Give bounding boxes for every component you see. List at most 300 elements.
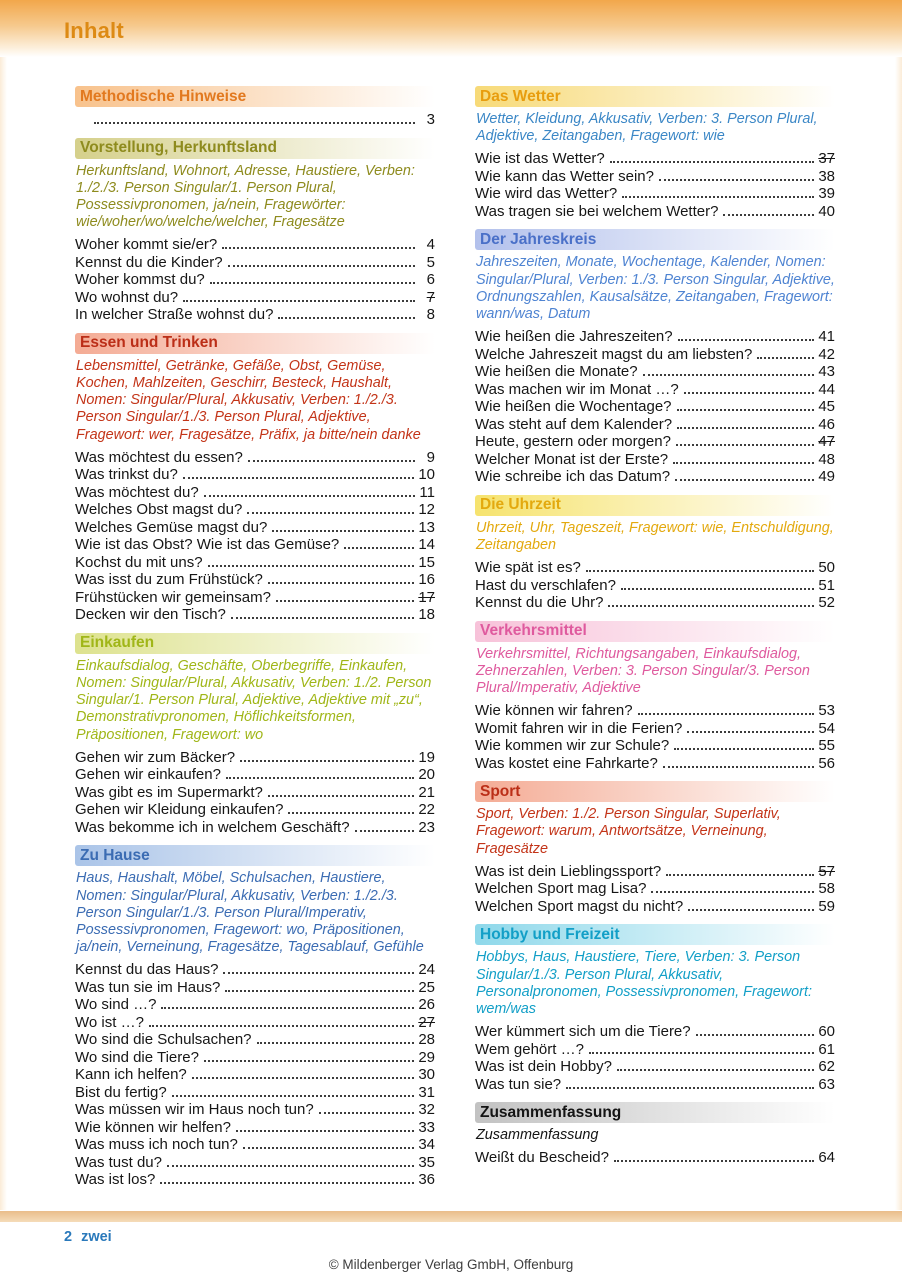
entry-page-number: 58 bbox=[818, 880, 835, 898]
entry-page-number: 38 bbox=[818, 167, 835, 185]
toc-section bbox=[475, 924, 835, 1093]
entry-label: Wie wird das Wetter? bbox=[475, 185, 618, 203]
section-subtitle: Hobbys, Haus, Haustiere, Tiere, Verben: 3. Person Singular/1./3. Person Plural, Akkusativ, Personalpronomen, Possessivpronomen, Fragewort: wem/was bbox=[476, 949, 812, 1017]
entry-label: Frühstücken wir gemeinsam? bbox=[75, 588, 271, 606]
entry-label: Gehen wir einkaufen? bbox=[75, 766, 221, 784]
entry-label: Was möchtest du essen? bbox=[75, 448, 243, 466]
toc-entry bbox=[75, 289, 435, 307]
entry-page-number: 50 bbox=[818, 559, 835, 577]
toc-section bbox=[475, 86, 835, 220]
entry-page-number: 33 bbox=[418, 1118, 435, 1136]
toc-entry bbox=[475, 398, 835, 416]
section-subtitle: Verkehrsmittel, Richtungsangaben, Einkaufsdialog, Zehnerzahlen, Verben: 3. Person Singular/3. Person Plural/Imperativ, Adjektive bbox=[476, 645, 810, 697]
entry-page-number: 6 bbox=[426, 271, 435, 289]
dot-leader bbox=[643, 374, 815, 376]
toc-entry bbox=[475, 559, 835, 577]
dot-leader bbox=[610, 161, 815, 163]
dot-leader bbox=[248, 460, 415, 462]
left-edge-decoration bbox=[0, 57, 7, 1210]
dot-leader bbox=[192, 1077, 415, 1079]
entry-label: Kann ich helfen? bbox=[75, 1066, 187, 1084]
section-title: Sport bbox=[480, 782, 521, 800]
entry-label: Heute, gestern oder morgen? bbox=[475, 433, 671, 451]
entry-label: Hast du verschlafen? bbox=[475, 576, 616, 594]
toc-entry bbox=[75, 766, 435, 784]
entry-page-number: 44 bbox=[818, 380, 835, 398]
toc-entry bbox=[75, 801, 435, 819]
toc-entry bbox=[475, 1076, 835, 1094]
entry-label: Wie spät ist es? bbox=[475, 559, 581, 577]
entry-page-number: 30 bbox=[418, 1066, 435, 1084]
toc-entry bbox=[75, 466, 435, 484]
dot-leader bbox=[319, 1112, 415, 1114]
dot-leader bbox=[757, 357, 814, 359]
entry-page-number: 53 bbox=[818, 702, 835, 720]
entry-label: Welchen Sport magst du nicht? bbox=[475, 897, 684, 915]
section-header-bar bbox=[75, 845, 435, 866]
toc-entry bbox=[475, 433, 835, 451]
entry-page-number: 49 bbox=[818, 468, 835, 486]
section-subtitle: Wetter, Kleidung, Akkusativ, Verben: 3. Person Plural, Adjektive, Zeitangaben, Fragewort: wie bbox=[476, 111, 818, 145]
section-header-bar bbox=[475, 229, 835, 250]
dot-leader bbox=[677, 427, 814, 429]
entry-label: Wo ist …? bbox=[75, 1013, 144, 1031]
entry-label: Decken wir den Tisch? bbox=[75, 606, 226, 624]
entry-page-number: 37 bbox=[818, 150, 835, 168]
dot-leader bbox=[621, 588, 814, 590]
entry-page-number: 51 bbox=[818, 576, 835, 594]
dot-leader bbox=[688, 909, 814, 911]
section-header-bar bbox=[75, 86, 435, 107]
entry-label: Was tust du? bbox=[75, 1153, 162, 1171]
entry-label: Wo wohnst du? bbox=[75, 288, 179, 306]
dot-leader bbox=[247, 512, 414, 514]
dot-leader bbox=[204, 495, 415, 497]
entry-page-number: 7 bbox=[426, 288, 435, 306]
entry-page-number: 47 bbox=[818, 433, 835, 451]
toc-entry bbox=[75, 784, 435, 802]
dot-leader bbox=[622, 196, 814, 198]
entry-page-number: 36 bbox=[418, 1171, 435, 1189]
entry-label: Wie schreibe ich das Datum? bbox=[475, 468, 671, 486]
section-subtitle: Zusammenfassung bbox=[476, 1127, 599, 1144]
entry-label: Wie heißen die Jahreszeiten? bbox=[475, 328, 673, 346]
dot-leader bbox=[673, 462, 814, 464]
entry-label: Wer kümmert sich um die Tiere? bbox=[475, 1023, 691, 1041]
section-title: Zu Hause bbox=[80, 846, 150, 864]
dot-leader bbox=[257, 1042, 415, 1044]
toc-entry bbox=[75, 1066, 435, 1084]
toc-column-right bbox=[475, 86, 835, 1198]
entry-label: Was isst du zum Frühstück? bbox=[75, 571, 263, 589]
entry-page-number: 9 bbox=[426, 448, 435, 466]
toc-section bbox=[75, 86, 435, 129]
toc-entry bbox=[475, 720, 835, 738]
entry-label: Bist du fertig? bbox=[75, 1083, 167, 1101]
dot-leader bbox=[208, 565, 415, 567]
entry-label: Welchen Sport mag Lisa? bbox=[475, 880, 647, 898]
toc-section bbox=[75, 138, 435, 324]
toc-section bbox=[75, 845, 435, 1189]
toc-entry bbox=[475, 1023, 835, 1041]
entry-page-number: 64 bbox=[818, 1149, 835, 1167]
dot-leader bbox=[684, 392, 815, 394]
entry-label: Was möchtest du? bbox=[75, 483, 199, 501]
entry-page-number: 62 bbox=[818, 1058, 835, 1076]
entry-page-number: 52 bbox=[818, 594, 835, 612]
entry-page-number: 61 bbox=[818, 1040, 835, 1058]
toc-entry bbox=[75, 1136, 435, 1154]
entry-label: Welche Jahreszeit magst du am liebsten? bbox=[475, 345, 753, 363]
entry-page-number: 57 bbox=[818, 862, 835, 880]
entry-label: Gehen wir Kleidung einkaufen? bbox=[75, 801, 284, 819]
toc-entry bbox=[75, 484, 435, 502]
entry-page-number: 15 bbox=[418, 553, 435, 571]
page-number bbox=[64, 1229, 112, 1245]
copyright-line: © Mildenberger Verlag GmbH, Offenburg bbox=[328, 1257, 574, 1272]
toc-entry bbox=[75, 1049, 435, 1067]
page-number-word: zwei bbox=[81, 1229, 112, 1245]
toc-entry bbox=[75, 606, 435, 624]
entry-label: Kennst du die Kinder? bbox=[75, 253, 223, 271]
entry-label: Was tragen sie bei welchem Wetter? bbox=[475, 202, 719, 220]
dot-leader bbox=[663, 766, 814, 768]
toc-entry bbox=[475, 328, 835, 346]
right-edge-decoration bbox=[895, 57, 902, 1210]
dot-leader bbox=[608, 605, 814, 607]
section-title: Einkaufen bbox=[80, 634, 155, 652]
toc-entry bbox=[475, 1041, 835, 1059]
entry-page-number: 20 bbox=[418, 766, 435, 784]
entry-page-number: 45 bbox=[818, 398, 835, 416]
dot-leader bbox=[183, 300, 415, 302]
section-title: Hobby und Freizeit bbox=[480, 925, 620, 943]
dot-leader bbox=[172, 1095, 415, 1097]
section-header-bar bbox=[75, 333, 435, 354]
toc-entry bbox=[75, 1171, 435, 1189]
toc-section bbox=[75, 633, 435, 837]
entry-page-number: 39 bbox=[818, 185, 835, 203]
dot-leader bbox=[223, 972, 414, 974]
entry-label: Welches Obst magst du? bbox=[75, 501, 243, 519]
entry-label: Gehen wir zum Bäcker? bbox=[75, 748, 236, 766]
toc-entry bbox=[75, 254, 435, 272]
entry-page-number: 43 bbox=[818, 363, 835, 381]
toc-entry bbox=[475, 577, 835, 595]
section-title: Vorstellung, Herkunftsland bbox=[80, 139, 277, 156]
entry-page-number: 28 bbox=[418, 1031, 435, 1049]
entry-label: Wo sind die Tiere? bbox=[75, 1048, 199, 1066]
entry-label: Was tun sie? bbox=[475, 1075, 562, 1093]
toc-section bbox=[475, 1102, 835, 1167]
section-title: Der Jahreskreis bbox=[480, 230, 597, 248]
entry-page-number: 10 bbox=[418, 466, 435, 484]
entry-page-number: 25 bbox=[418, 978, 435, 996]
dot-leader bbox=[617, 1069, 814, 1071]
toc-entry bbox=[475, 755, 835, 773]
dot-leader bbox=[566, 1087, 814, 1089]
entry-page-number: 17 bbox=[418, 588, 435, 606]
toc-entry bbox=[75, 1101, 435, 1119]
entry-label: Woher kommt sie/er? bbox=[75, 236, 218, 254]
toc-entry bbox=[75, 589, 435, 607]
toc-entry bbox=[75, 996, 435, 1014]
section-subtitle: Einkaufsdialog, Geschäfte, Oberbegriffe, Einkaufen, Nomen: Singular/Plural, Akkusativ, Verben: 1./2. Person Singular/1. Person Plural, Adjektive, Adjektive mit „zu“, Demonstrativpronomen, Höflichkeitsformen, Präpositionen, Fragewort: wo bbox=[76, 657, 432, 743]
toc-entry bbox=[475, 1058, 835, 1076]
entry-label: Was gibt es im Supermarkt? bbox=[75, 783, 263, 801]
dot-leader bbox=[651, 891, 814, 893]
entry-label: Wie heißen die Monate? bbox=[475, 363, 638, 381]
section-title: Die Uhrzeit bbox=[480, 496, 561, 514]
toc-entry bbox=[75, 571, 435, 589]
dot-leader bbox=[278, 317, 415, 319]
entry-page-number: 4 bbox=[426, 236, 435, 254]
entry-label: Weißt du Bescheid? bbox=[475, 1149, 609, 1167]
entry-page-number: 31 bbox=[418, 1083, 435, 1101]
section-title: Zusammenfassung bbox=[480, 1103, 622, 1121]
dot-leader bbox=[614, 1160, 814, 1162]
toc-entry bbox=[75, 501, 435, 519]
toc-entry bbox=[75, 271, 435, 289]
dot-leader bbox=[678, 339, 815, 341]
toc-column-left bbox=[75, 86, 435, 1198]
toc-entry bbox=[75, 819, 435, 837]
dot-leader bbox=[228, 265, 415, 267]
section-header-bar bbox=[475, 1102, 835, 1123]
entry-page-number: 40 bbox=[818, 202, 835, 220]
toc-entry bbox=[75, 1014, 435, 1032]
dot-leader bbox=[638, 713, 815, 715]
dot-leader bbox=[659, 179, 814, 181]
entry-page-number: 55 bbox=[818, 737, 835, 755]
toc-entry bbox=[75, 554, 435, 572]
dot-leader bbox=[586, 570, 814, 572]
entry-page-number: 11 bbox=[419, 483, 435, 501]
toc-entry bbox=[475, 150, 835, 168]
entry-label: Was machen wir im Monat …? bbox=[475, 380, 679, 398]
entry-label: Kennst du die Uhr? bbox=[475, 594, 604, 612]
entry-page-number: 60 bbox=[818, 1023, 835, 1041]
entry-label: Wie können wir helfen? bbox=[75, 1118, 231, 1136]
dot-leader bbox=[94, 122, 415, 124]
section-subtitle: Sport, Verben: 1./2. Person Singular, Superlativ, Fragewort: warum, Antwortsätze, Verneinung, Fragesätze bbox=[476, 806, 781, 857]
entry-page-number: 12 bbox=[418, 501, 435, 519]
entry-page-number: 5 bbox=[426, 253, 435, 271]
dot-leader bbox=[183, 477, 415, 479]
dot-leader bbox=[268, 795, 414, 797]
entry-page-number: 8 bbox=[426, 306, 435, 324]
dot-leader bbox=[723, 214, 814, 216]
toc-entry bbox=[475, 594, 835, 612]
page-number-digit: 2 bbox=[64, 1229, 73, 1245]
entry-page-number: 14 bbox=[418, 536, 435, 554]
toc-entry bbox=[75, 111, 435, 129]
toc-entry bbox=[475, 702, 835, 720]
entry-label: Was müssen wir im Haus noch tun? bbox=[75, 1101, 314, 1119]
entry-label: Welches Gemüse magst du? bbox=[75, 518, 268, 536]
entry-label: Wie ist das Wetter? bbox=[475, 150, 605, 168]
dot-leader bbox=[589, 1052, 814, 1054]
section-subtitle: Lebensmittel, Getränke, Gefäße, Obst, Gemüse, Kochen, Mahlzeiten, Geschirr, Besteck, Haushalt, Nomen: Singular/Plural, Akkusativ, Verben: 1./2./3. Person Singular/1./3. Person Plural, Adjektive, Fragewort: wer, Fragesätze, Präfix, ja bitte/nein danke bbox=[76, 357, 421, 443]
toc-entry bbox=[475, 203, 835, 221]
section-header-bar bbox=[475, 495, 835, 516]
dot-leader bbox=[272, 530, 414, 532]
dot-leader bbox=[696, 1034, 815, 1036]
entry-label: Was tun sie im Haus? bbox=[75, 978, 221, 996]
section-subtitle: Haus, Haushalt, Möbel, Schulsachen, Haustiere, Nomen: Singular/Plural, Akkusativ, Verben: 1./2./3. Person Singular/1./3. Person Plural/Imperativ, Possessivpronomen, Fragewort: wo, Präpositionen, ja/nein, Verneinung, Fragesätze, Tagesablauf, Gefühle bbox=[76, 870, 424, 956]
toc-entry bbox=[475, 185, 835, 203]
dot-leader bbox=[243, 1147, 414, 1149]
entry-label: Was bekomme ich in welchem Geschäft? bbox=[75, 818, 350, 836]
dot-leader bbox=[276, 600, 414, 602]
top-banner bbox=[0, 0, 902, 57]
toc-entry bbox=[475, 880, 835, 898]
dot-leader bbox=[222, 247, 415, 249]
entry-page-number: 3 bbox=[426, 111, 435, 128]
toc-entry bbox=[75, 1084, 435, 1102]
dot-leader bbox=[288, 812, 414, 814]
dot-leader bbox=[161, 1007, 414, 1009]
toc-section bbox=[475, 495, 835, 612]
entry-page-number: 35 bbox=[418, 1153, 435, 1171]
entry-page-number: 27 bbox=[418, 1013, 435, 1031]
entry-label: Kochst du mit uns? bbox=[75, 553, 203, 571]
section-subtitle: Jahreszeiten, Monate, Wochentage, Kalender, Nomen: Singular/Plural, Verben: 1./3. Person Singular, Adjektive, Ordnungszahlen, Kausalsätze, Zeitangaben, Fragewort: wann/was, Datum bbox=[476, 254, 835, 323]
toc-entry bbox=[75, 1154, 435, 1172]
dot-leader bbox=[268, 582, 414, 584]
entry-label: In welcher Straße wohnst du? bbox=[75, 306, 274, 324]
section-title: Essen und Trinken bbox=[80, 334, 218, 352]
section-title: Verkehrsmittel bbox=[480, 622, 587, 640]
section-subtitle: Uhrzeit, Uhr, Tageszeit, Fragewort: wie, Entschuldigung, Zeitangaben bbox=[476, 519, 834, 553]
entry-page-number: 42 bbox=[818, 345, 835, 363]
entry-page-number: 21 bbox=[418, 783, 435, 801]
entry-label: Wie ist das Obst? Wie ist das Gemüse? bbox=[75, 536, 340, 554]
entry-label: Was ist dein Lieblingssport? bbox=[475, 862, 662, 880]
dot-leader bbox=[666, 874, 814, 876]
dot-leader bbox=[687, 731, 814, 733]
toc-section bbox=[75, 333, 435, 624]
dot-leader bbox=[149, 1025, 414, 1027]
section-header-bar bbox=[475, 86, 835, 107]
toc-entry bbox=[475, 451, 835, 469]
entry-label: Was ist dein Hobby? bbox=[475, 1058, 613, 1076]
dot-leader bbox=[204, 1060, 414, 1062]
entry-page-number: 29 bbox=[418, 1048, 435, 1066]
dot-leader bbox=[160, 1182, 414, 1184]
entry-page-number: 26 bbox=[418, 996, 435, 1014]
entry-page-number: 24 bbox=[418, 961, 435, 979]
toc-entry bbox=[75, 536, 435, 554]
toc-columns bbox=[75, 86, 835, 1198]
entry-label: Was muss ich noch tun? bbox=[75, 1136, 238, 1154]
toc-entry bbox=[475, 737, 835, 755]
entry-page-number: 18 bbox=[418, 606, 435, 624]
dot-leader bbox=[231, 617, 414, 619]
entry-label: Wie kann das Wetter sein? bbox=[475, 167, 654, 185]
toc-entry bbox=[475, 898, 835, 916]
entry-label: Wie können wir fahren? bbox=[475, 702, 633, 720]
entry-page-number: 23 bbox=[418, 818, 435, 836]
toc-entry bbox=[475, 168, 835, 186]
dot-leader bbox=[674, 748, 814, 750]
entry-page-number: 19 bbox=[418, 748, 435, 766]
entry-page-number: 56 bbox=[818, 754, 835, 772]
toc-entry bbox=[75, 961, 435, 979]
dot-leader bbox=[236, 1130, 414, 1132]
entry-page-number: 59 bbox=[818, 897, 835, 915]
entry-label: Was kostet eine Fahrkarte? bbox=[475, 754, 658, 772]
toc-entry bbox=[475, 346, 835, 364]
section-title: Methodische Hinweise bbox=[80, 87, 247, 105]
bottom-banner bbox=[0, 1211, 902, 1222]
dot-leader bbox=[676, 444, 814, 446]
entry-page-number: 48 bbox=[818, 450, 835, 468]
entry-page-number: 54 bbox=[818, 719, 835, 737]
section-header-bar bbox=[475, 781, 835, 802]
toc-entry bbox=[75, 1031, 435, 1049]
toc-entry bbox=[475, 1149, 835, 1167]
entry-label: Was trinkst du? bbox=[75, 466, 178, 484]
entry-label: Wo sind die Schulsachen? bbox=[75, 1031, 252, 1049]
entry-page-number: 32 bbox=[418, 1101, 435, 1119]
entry-label: Wo sind …? bbox=[75, 996, 157, 1014]
section-header-bar bbox=[475, 924, 835, 945]
entry-label: Womit fahren wir in die Ferien? bbox=[475, 719, 683, 737]
toc-entry bbox=[475, 863, 835, 881]
dot-leader bbox=[344, 547, 414, 549]
toc-section bbox=[475, 781, 835, 915]
toc-section bbox=[475, 229, 835, 485]
dot-leader bbox=[240, 760, 414, 762]
toc-entry bbox=[75, 519, 435, 537]
toc-section bbox=[475, 621, 835, 773]
dot-leader bbox=[225, 990, 414, 992]
section-header-bar bbox=[75, 633, 435, 654]
dot-leader bbox=[167, 1165, 414, 1167]
dot-leader bbox=[210, 282, 415, 284]
toc-entry bbox=[475, 416, 835, 434]
entry-page-number: 13 bbox=[418, 518, 435, 536]
toc-entry bbox=[75, 979, 435, 997]
entry-page-number: 41 bbox=[818, 328, 835, 346]
toc-entry bbox=[75, 1119, 435, 1137]
dot-leader bbox=[675, 479, 814, 481]
toc-entry bbox=[75, 236, 435, 254]
section-title: Das Wetter bbox=[480, 87, 561, 105]
section-subtitle: Herkunftsland, Wohnort, Adresse, Haustiere, Verben: 1./2./3. Person Singular/1. Person Plural, Possessivpronomen, ja/nein, Fragewörter: wie/woher/wo/welche/welcher, Fragesätze bbox=[76, 162, 415, 231]
dot-leader bbox=[677, 409, 815, 411]
toc-entry bbox=[475, 468, 835, 486]
entry-label: Was steht auf dem Kalender? bbox=[475, 415, 673, 433]
entry-label: Woher kommst du? bbox=[75, 271, 205, 289]
toc-entry bbox=[475, 363, 835, 381]
entry-page-number: 16 bbox=[418, 571, 435, 589]
dot-leader bbox=[226, 777, 414, 779]
entry-page-number: 34 bbox=[418, 1136, 435, 1154]
dot-leader bbox=[355, 830, 415, 832]
entry-label: Kennst du das Haus? bbox=[75, 961, 219, 979]
entry-label: Wem gehört …? bbox=[475, 1040, 584, 1058]
section-header-bar bbox=[475, 621, 835, 642]
entry-label: Wie kommen wir zur Schule? bbox=[475, 737, 670, 755]
page-title: Inhalt bbox=[64, 18, 124, 43]
entry-page-number: 63 bbox=[818, 1075, 835, 1093]
toc-entry bbox=[75, 306, 435, 324]
entry-label: Welcher Monat ist der Erste? bbox=[475, 450, 669, 468]
entry-page-number: 46 bbox=[818, 415, 835, 433]
toc-entry bbox=[75, 449, 435, 467]
